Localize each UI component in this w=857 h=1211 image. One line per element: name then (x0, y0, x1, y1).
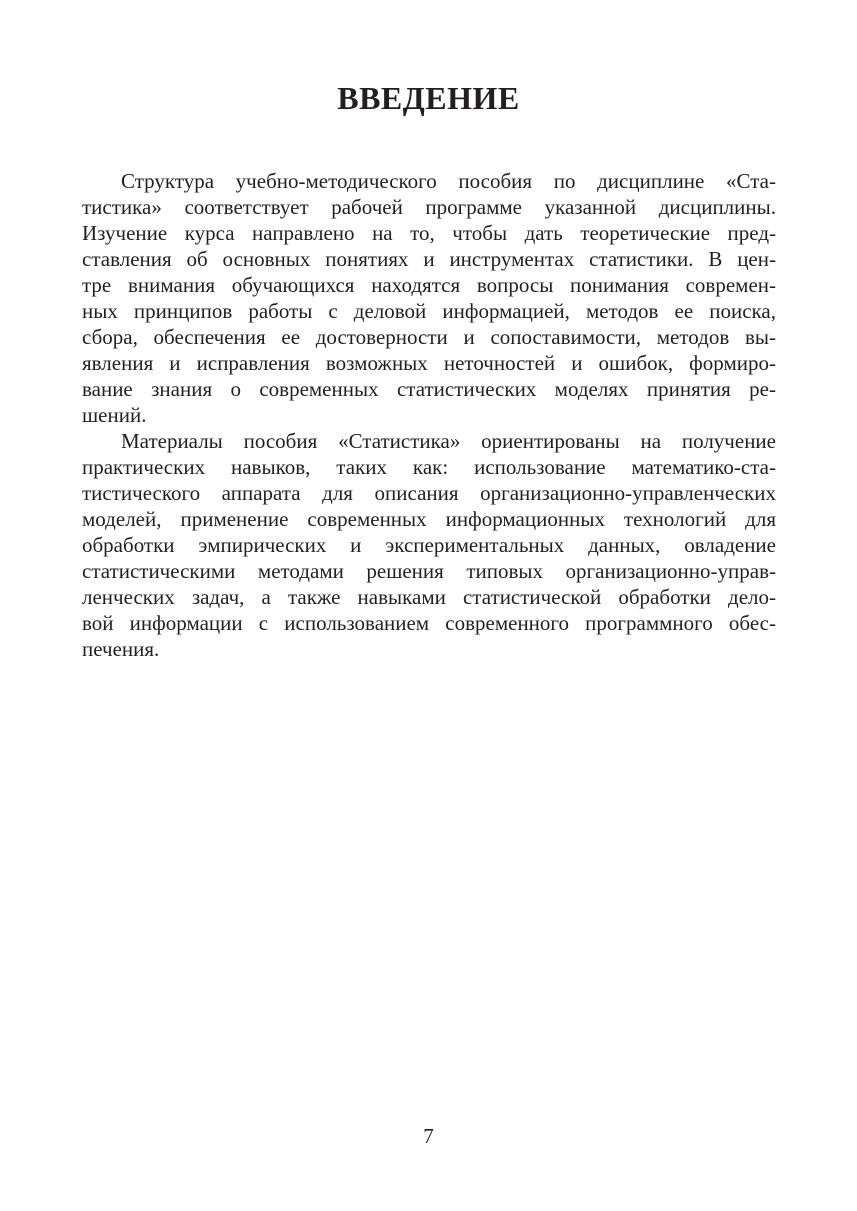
text-line: тре внимания обучающихся находятся вопросы понимания современ- (82, 273, 776, 297)
text-line: статистическими методами решения типовых организационно-управ- (82, 559, 776, 583)
text-line: моделей, применение современных информационных технологий для (82, 507, 776, 531)
paragraph-2 (82, 428, 776, 662)
body-text (82, 168, 776, 662)
text-line: обработки эмпирических и экспериментальных данных, овладение (82, 533, 776, 557)
text-line: практических навыков, таких как: использование математико-ста- (82, 455, 776, 479)
paragraph-1 (82, 168, 776, 428)
text-line: явления и исправления возможных неточностей и ошибок, формиро- (82, 351, 776, 375)
text-line: ленческих задач, а также навыками статистической обработки дело- (82, 585, 776, 609)
text-line: тистика» соответствует рабочей программе указанной дисциплины. (82, 195, 776, 219)
text-line: вой информации с использованием современного программного обес- (82, 611, 776, 635)
text-line: Структура учебно-методического пособия по дисциплине «Ста- (121, 169, 776, 193)
page-number: 7 (423, 1124, 434, 1148)
text-line: шений. (82, 403, 147, 427)
text-line: ных принципов работы с деловой информацией, методов ее поиска, (82, 299, 776, 323)
text-line: Материалы пособия «Статистика» ориентированы на получение (121, 429, 776, 453)
text-line: тистического аппарата для описания организационно-управленческих (82, 481, 776, 505)
page-title: ВВЕДЕНИЕ (337, 80, 520, 116)
text-line: сбора, обеспечения ее достоверности и сопоставимости, методов вы- (82, 325, 776, 349)
text-line: печения. (82, 637, 160, 661)
text-line: ставления об основных понятиях и инструментах статистики. В цен- (82, 247, 776, 271)
text-line: Изучение курса направлено на то, чтобы дать теоретические пред- (82, 221, 776, 245)
text-line: вание знания о современных статистических моделях принятия ре- (82, 377, 776, 401)
